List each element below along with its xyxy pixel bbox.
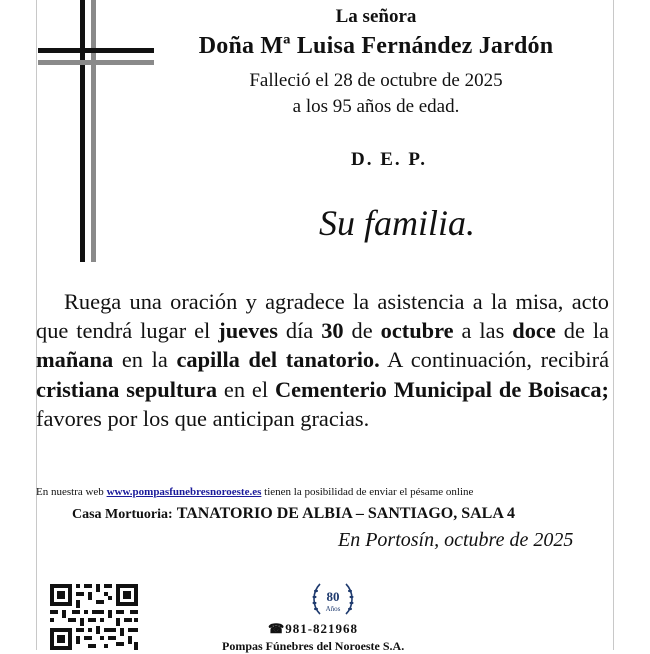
casa-mortuoria-value: TANATORIO DE ALBIA – SANTIAGO, SALA 4 — [176, 505, 516, 522]
badge-text: Años — [325, 605, 341, 613]
body-text-segment: a las — [453, 318, 513, 344]
qr-code-icon — [46, 580, 142, 650]
cross-horizontal-black — [38, 48, 154, 53]
web-notice-prefix: En nuestra web — [36, 486, 107, 498]
emphasis-text: 30 — [321, 318, 344, 344]
announcement-paragraph — [36, 287, 609, 433]
body-text-segment: favores por los que anticipan gracias. — [36, 405, 370, 431]
badge-number: 80 — [326, 589, 340, 604]
casa-mortuoria — [72, 505, 515, 523]
web-notice — [36, 486, 473, 498]
emphasis-text: doce — [512, 318, 556, 344]
emphasis-text: mañana — [36, 347, 114, 373]
body-text-segment: en el — [217, 376, 275, 402]
anniversary-badge-icon — [310, 580, 356, 620]
cross-horizontal-gray — [38, 60, 154, 65]
cross-vertical-gray — [91, 0, 96, 262]
emphasis-text: Cementerio Municipal de Boisaca; — [274, 376, 610, 402]
deceased-name: Doña Mª Luisa Fernández Jardón — [198, 33, 554, 59]
emphasis-text: cristiana sepultura — [36, 376, 218, 402]
body-text-segment: de la — [555, 318, 609, 344]
body-text-segment: en la — [113, 347, 177, 373]
body-text-segment: día — [277, 318, 322, 344]
website-link[interactable]: www.pompasfunebresnoroeste.es — [106, 486, 262, 498]
family-signature: Su familia. — [318, 203, 476, 243]
age-line: a los 95 años de edad. — [292, 96, 460, 117]
body-text-segment: A continuación, recibirá — [379, 347, 610, 373]
rip-text: D. E. P. — [350, 149, 428, 170]
emphasis-text: jueves — [218, 318, 278, 344]
phone-number: ☎981-821968 — [268, 621, 359, 636]
web-notice-suffix: tienen la posibilidad de enviar el pésame online — [261, 486, 474, 498]
announcement-body — [36, 287, 609, 433]
body-text-segment: de — [343, 318, 381, 344]
body-text-segment: Ruega una oración y agradece la asistencia a la misa, acto que tendrá lugar el — [36, 289, 609, 344]
death-date-line: Falleció el 28 de octubre de 2025 — [249, 70, 503, 91]
company-name: Pompas Fúnebres del Noroeste S.A. — [222, 639, 405, 653]
frame-line-right — [613, 0, 614, 650]
emphasis-text: octubre — [380, 318, 454, 344]
casa-mortuoria-label: Casa Mortuoria: — [72, 507, 173, 522]
place-date: En Portosín, octubre de 2025 — [338, 529, 574, 551]
cross-vertical-black — [80, 0, 85, 262]
emphasis-text: capilla del tanatorio. — [176, 347, 380, 373]
title-prefix: La señora — [335, 6, 417, 27]
